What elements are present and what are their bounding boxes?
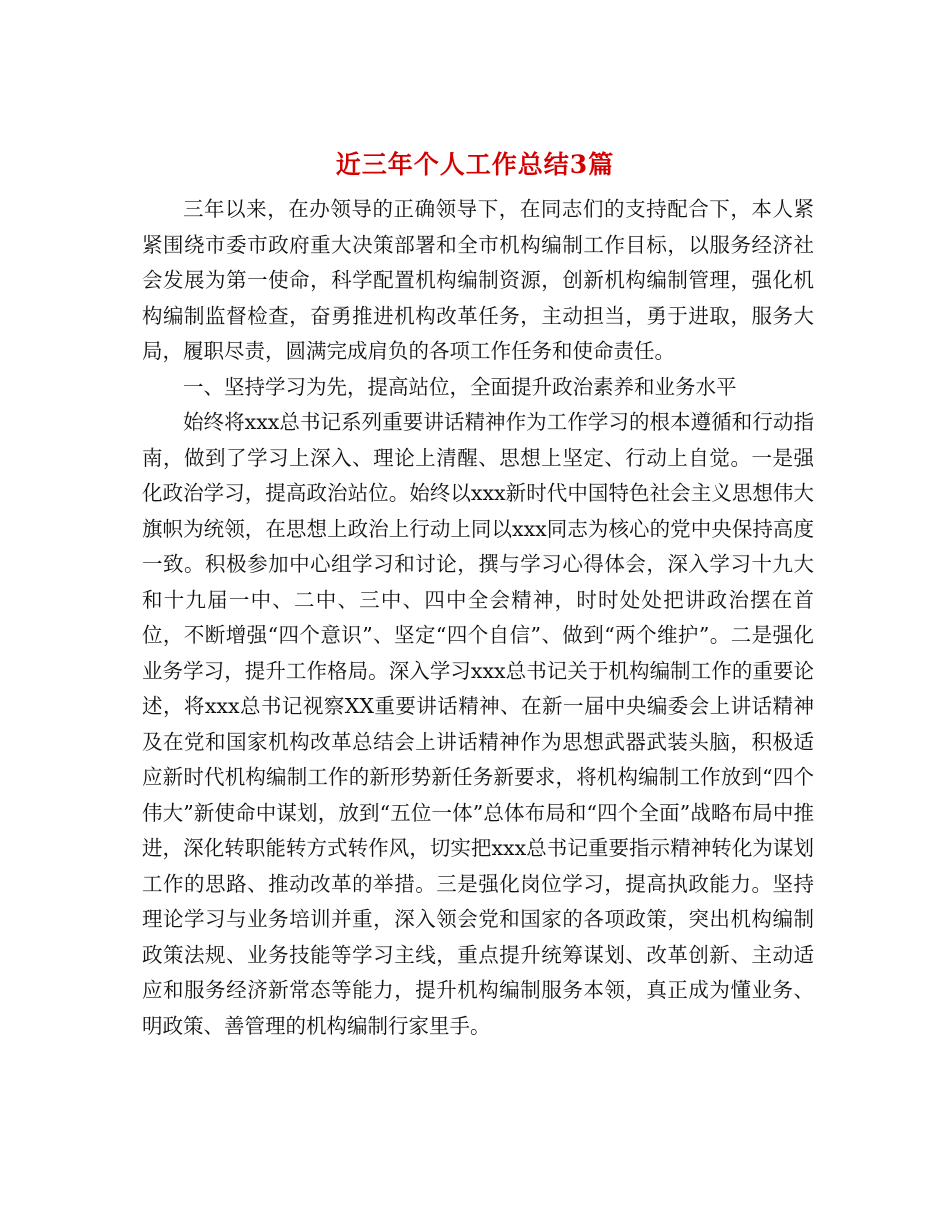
intro-paragraph: 三年以来，在办领导的正确领导下，在同志们的支持配合下，本人紧紧围绕市委市政府重大决策部署和全市机构编制工作目标，以服务经济社会发展为第一使命，科学配置机构编制资源，创新机构编制管理，强化机构编制监督检查，奋勇推进机构改革任务，主动担当，勇于进取，服务大局，履职尽责，圆满完成肩负的各项工作任务和使命责任。 (142, 197, 814, 363)
document-body (142, 192, 814, 1044)
document-title: 近三年个人工作总结3篇 (335, 149, 615, 179)
section-heading: 一、坚持学习为先，提高站位，全面提升政治素养和业务水平 (183, 374, 737, 399)
section-body-paragraph: 始终将xxx总书记系列重要讲话精神作为工作学习的根本遵循和行动指南，做到了学习上深入、理论上清醒、思想上坚定、行动上自觉。一是强化政治学习，提高政治站位。始终以xxx新时代中国特色社会主义思想伟大旗帜为统领，在思想上政治上行动上同以xxx同志为核心的党中央保持高度一致。积极参加中心组学习和讨论，撰与学习心得体会，深入学习十九大和十九届一中、二中、三中、四中全会精神，时时处处把讲政治摆在首位，不断增强“四个意识”、坚定“四个自信”、做到“两个维护”。二是强化业务学习，提升工作格局。深入学习xxx总书记关于机构编制工作的重要论述，将xxx总书记视察XX重要讲话精神、在新一届中央编委会上讲话精神及在党和国家机构改革总结会上讲话精神作为思想武器武装头脑，积极适应新时代机构编制工作的新形势新任务新要求，将机构编制工作放到“四个伟大”新使命中谋划，放到“五位一体”总体布局和“四个全面”战略布局中推进，深化转职能转方式转作风，切实把xxx总书记重要指示精神转化为谋划工作的思路、推动改革的举措。三是强化岗位学习，提高执政能力。坚持理论学习与业务培训并重，深入领会党和国家的各项政策，突出机构编制政策法规、业务技能等学习主线，重点提升统筹谋划、改革创新、主动适应和服务经济新常态等能力，提升机构编制服务本领，真正成为懂业务、明政策、善管理的机构编制行家里手。 (142, 410, 814, 1038)
